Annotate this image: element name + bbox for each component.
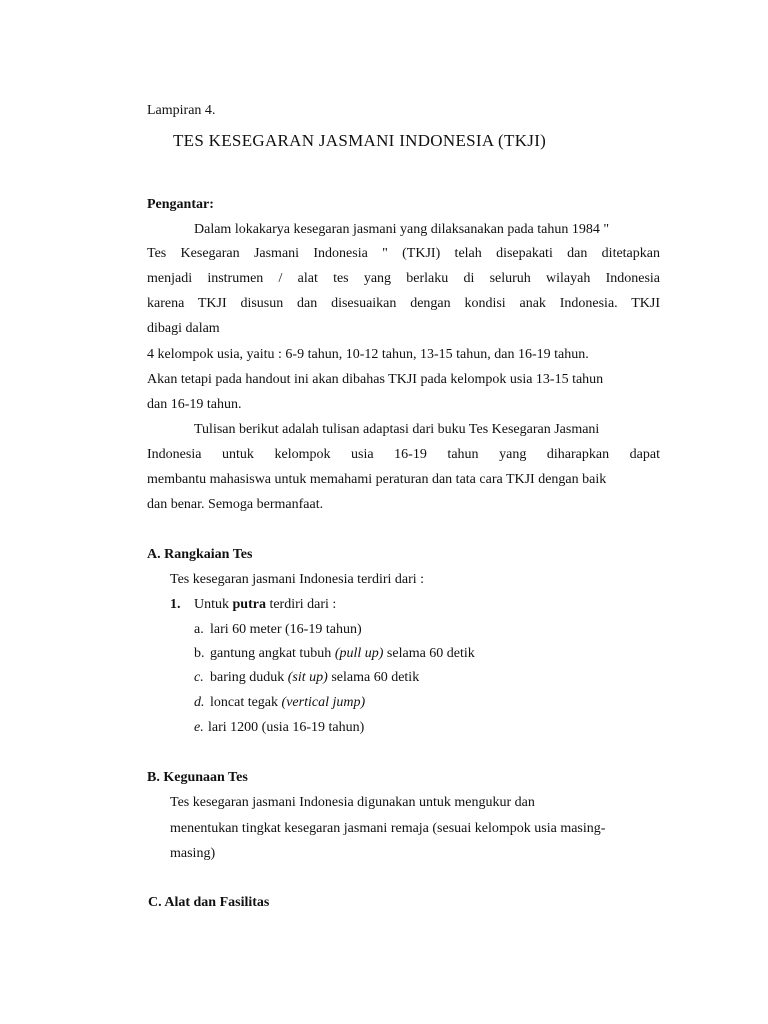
section-b-line: masing) [170, 846, 216, 861]
sub-list-text: loncat tegak (vertical jump) [210, 695, 366, 710]
sub-list-text: lari 60 meter (16-19 tahun) [210, 622, 362, 637]
appendix-label: Lampiran 4. [147, 103, 216, 118]
intro-line: Indonesia untuk kelompok usia 16-19 tahun yang diharapkan dapat [147, 447, 660, 462]
intro-line: menjadi instrumen / alat tes yang berlaku di seluruh wilayah Indonesia [147, 271, 660, 286]
list-text: Untuk putra terdiri dari : [194, 597, 337, 612]
sub-list-marker: d. [194, 695, 205, 710]
intro-line: membantu mahasiswa untuk memahami peraturan dan tata cara TKJI dengan baik [147, 472, 607, 487]
sub-list-marker: a. [194, 622, 204, 637]
list-number: 1. [170, 597, 181, 612]
intro-line: Tulisan berikut adalah tulisan adaptasi dari buku Tes Kesegaran Jasmani [194, 422, 600, 437]
section-a-heading: A. Rangkaian Tes [147, 547, 253, 562]
sub-list-text: lari 1200 (usia 16-19 tahun) [208, 720, 365, 735]
sub-list-text: baring duduk (sit up) selama 60 detik [210, 670, 420, 685]
intro-line: Dalam lokakarya kesegaran jasmani yang dilaksanakan pada tahun 1984 " [194, 222, 610, 237]
document-title: TES KESEGARAN JASMANI INDONESIA (TKJI) [173, 131, 547, 150]
intro-line: Akan tetapi pada handout ini akan dibahas TKJI pada kelompok usia 13-15 tahun [147, 372, 604, 387]
section-b-heading: B. Kegunaan Tes [147, 770, 248, 785]
intro-line: dan 16-19 tahun. [147, 397, 242, 412]
section-a-lead: Tes kesegaran jasmani Indonesia terdiri dari : [170, 572, 425, 587]
sub-list-marker: c. [194, 670, 204, 685]
sub-list-marker: b. [194, 646, 205, 661]
intro-line: karena TKJI disusun dan disesuaikan dengan kondisi anak Indonesia. TKJI [147, 296, 660, 311]
section-c-heading: C. Alat dan Fasilitas [148, 895, 270, 910]
section-b-line: Tes kesegaran jasmani Indonesia digunakan untuk mengukur dan [170, 795, 535, 810]
section-b-line: menentukan tingkat kesegaran jasmani remaja (sesuai kelompok usia masing- [170, 821, 606, 836]
intro-line: 4 kelompok usia, yaitu : 6-9 tahun, 10-12 tahun, 13-15 tahun, dan 16-19 tahun. [147, 347, 589, 362]
intro-line: Tes Kesegaran Jasmani Indonesia " (TKJI) telah disepakati dan ditetapkan [147, 246, 660, 261]
sub-list-text: gantung angkat tubuh (pull up) selama 60 detik [210, 646, 475, 661]
intro-line: dibagi dalam [147, 321, 220, 336]
intro-heading: Pengantar: [147, 197, 214, 212]
sub-list-marker: e. [194, 720, 204, 735]
intro-line: dan benar. Semoga bermanfaat. [147, 497, 324, 512]
